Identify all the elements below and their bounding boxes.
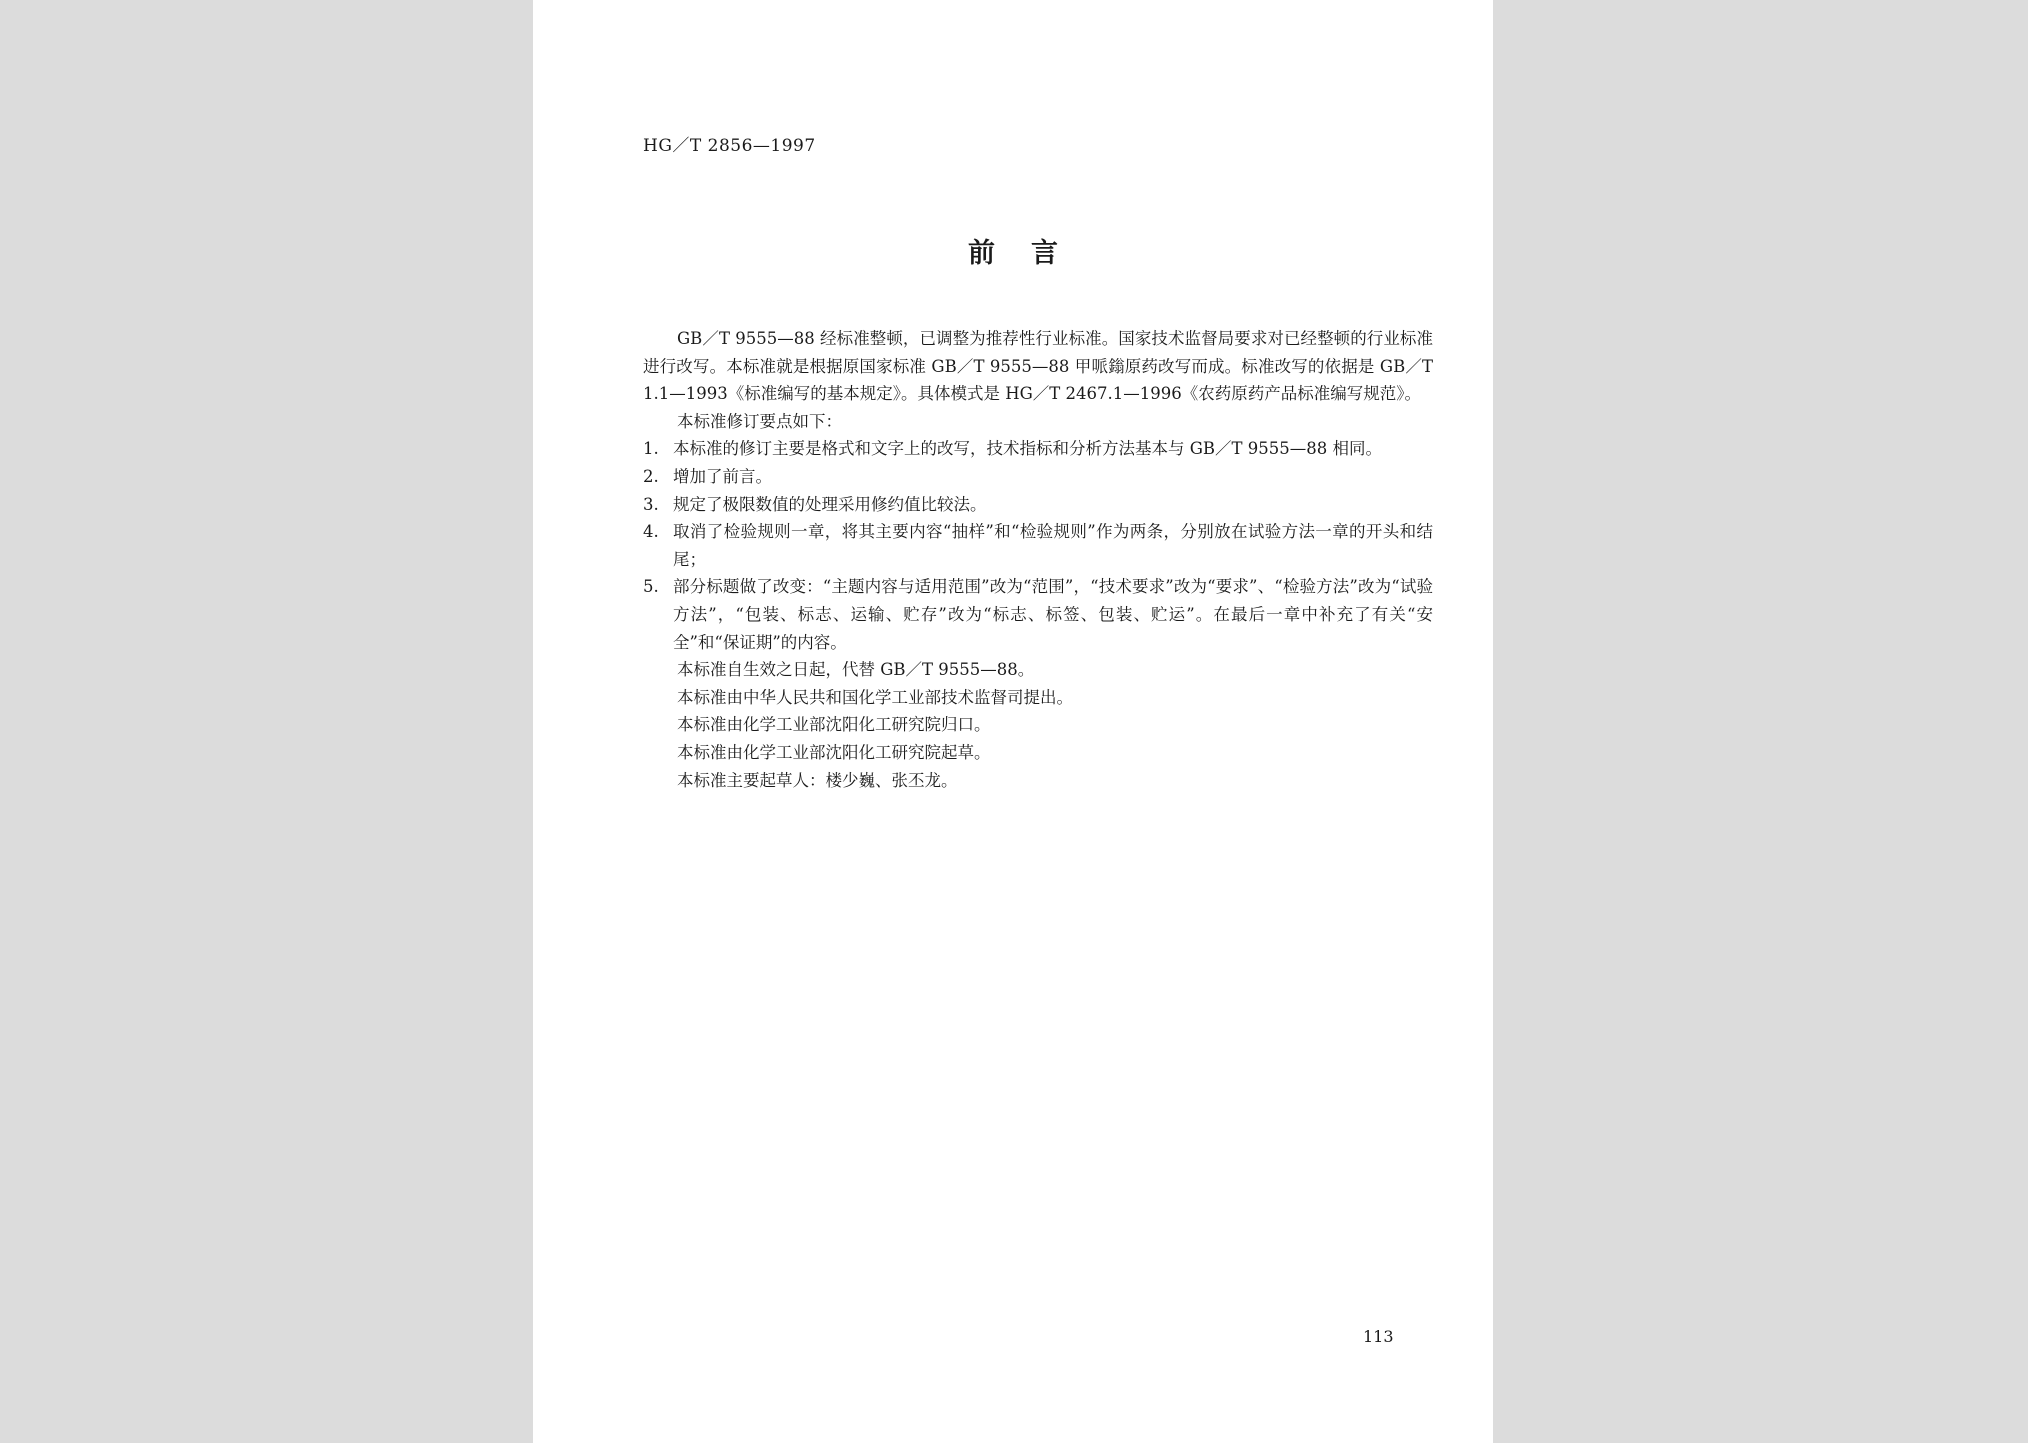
- intro-paragraph: GB／T 9555—88 经标准整顿，已调整为推荐性行业标准。国家技术监督局要求对已经整顿的行业标准进行改写。本标准就是根据原国家标准 GB／T 9555—88 甲哌鎓原药改写而成。标准改写的依据是 GB／T 1.1—1993《标准编写的基本规定》。具体模式是 HG／T 2467.1—1996《农药原药产品标准编写规范》。: [643, 329, 1433, 404]
- page-title: 前言: [968, 238, 1094, 269]
- closing-line: 本标准由中华人民共和国化学工业部技术监督司提出。: [677, 687, 1073, 707]
- revision-intro: 本标准修订要点如下：: [677, 411, 842, 431]
- revision-text: 规定了极限数值的处理采用修约值比较法。: [673, 494, 987, 514]
- page-number: 113: [1363, 1327, 1394, 1346]
- revision-text: 部分标题做了改变：“主题内容与适用范围”改为“范围”，“技术要求”改为“要求”、“检验方法”改为“试验方法”，“包装、标志、运输、贮存”改为“标志、标签、包装、贮运”。在最后一章中补充了有关“安全”和“保证期”的内容。: [673, 577, 1433, 652]
- revision-item: [643, 435, 1433, 463]
- foreword-body: [643, 325, 1433, 794]
- standard-code: HG／T 2856—1997: [643, 136, 816, 156]
- closing-line: 本标准主要起草人：楼少巍、张丕龙。: [677, 770, 958, 790]
- document-page: [533, 0, 1493, 1443]
- revision-number: 1.: [643, 439, 659, 459]
- closing-line: 本标准自生效之日起，代替 GB／T 9555—88。: [677, 660, 1035, 680]
- revision-number: 5.: [643, 577, 659, 597]
- revision-item: [643, 491, 1433, 519]
- revision-item: [643, 518, 1433, 573]
- closing-line: 本标准由化学工业部沈阳化工研究院起草。: [677, 742, 991, 762]
- revision-text: 增加了前言。: [673, 466, 772, 486]
- revision-text: 取消了检验规则一章，将其主要内容“抽样”和“检验规则”作为两条，分别放在试验方法一章的开头和结尾；: [673, 522, 1433, 569]
- revision-item: [643, 573, 1433, 656]
- revision-number: 4.: [643, 522, 659, 542]
- revision-item: [643, 463, 1433, 491]
- revision-number: 3.: [643, 494, 659, 514]
- closing-line: 本标准由化学工业部沈阳化工研究院归口。: [677, 715, 991, 735]
- revision-text: 本标准的修订主要是格式和文字上的改写，技术指标和分析方法基本与 GB／T 9555—88 相同。: [673, 439, 1383, 459]
- revision-number: 2.: [643, 466, 659, 486]
